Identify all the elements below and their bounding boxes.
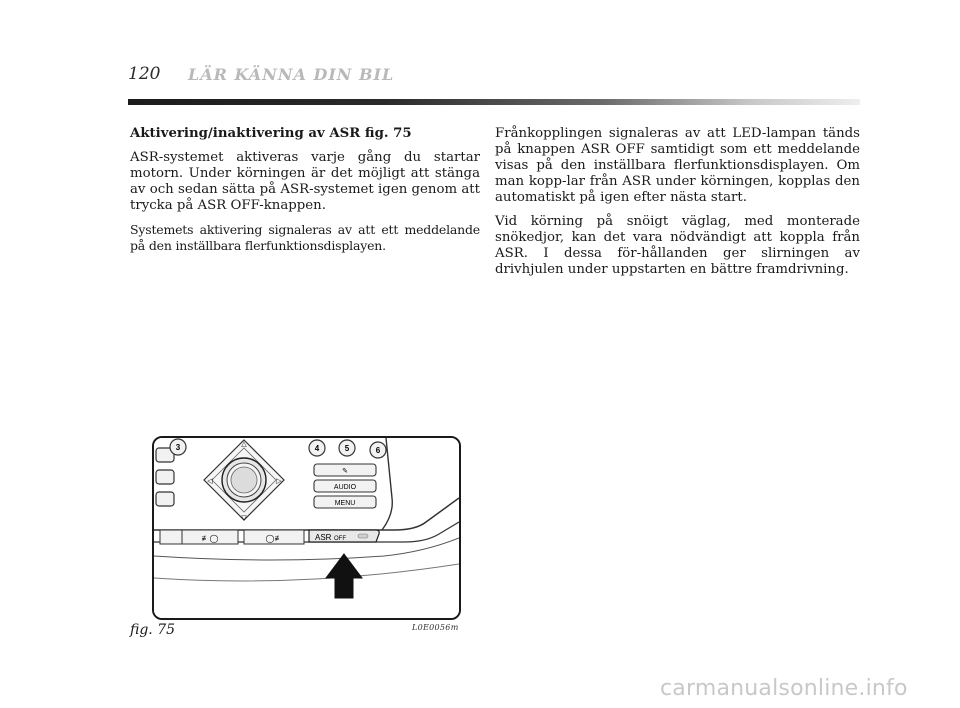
section-heading: Aktivering/inaktivering av ASR fig. 75: [130, 126, 412, 141]
figure-caption: fig. 75: [130, 622, 176, 638]
header-rule: [128, 99, 860, 105]
page-number: 120: [128, 64, 161, 84]
paragraph-activation: ASR-systemet aktiveras varje gång du startar motorn. Under körningen är det möjligt att stänga av och sedan sätta på ASR-systemet igen genom att trycka på ASR OFF-knappen.: [130, 150, 480, 213]
lower-button[interactable]: [160, 530, 182, 544]
side-button[interactable]: [156, 470, 174, 484]
side-button[interactable]: [156, 492, 174, 506]
left-column: [130, 126, 480, 262]
paragraph-snow: Vid körning på snöigt väglag, med monterade snökedjor, kan det vara nödvändigt att koppla från ASR. I dessa för-hållanden ger slirningen av drivhjulen under uppstarten en bättre framdrivning.: [495, 214, 860, 277]
down-arrow-icon: ▽: [241, 515, 247, 522]
voice-icon: ✎: [342, 468, 348, 475]
rear-fog-icon: ◯≢: [265, 534, 283, 543]
asr-off-label: OFF: [334, 536, 346, 542]
asr-led-indicator: [358, 534, 368, 538]
up-arrow-icon: △: [241, 441, 247, 448]
menu-label: MENU: [334, 500, 356, 507]
watermark: carmanualsonline.info: [660, 676, 908, 701]
preset-5-label: 5: [344, 444, 350, 453]
paragraph-signal: Systemets aktivering signaleras av att ett meddelande på den inställbara flerfunktionsdisplayen.: [130, 222, 480, 253]
right-arrow-icon: ▷: [276, 478, 282, 485]
dashboard-illustration: [154, 438, 459, 618]
asr-label: ASR: [315, 533, 332, 542]
figure-75: [152, 436, 461, 620]
preset-3-label: 3: [175, 443, 181, 452]
paragraph-disconnect: Frånkopplingen signaleras av att LED-lampan tänds på knappen ASR OFF samtidigt som ett meddelande visas på den inställbara flerfunktionsdisplayen. Om man kopp-lar från ASR under körningen, kopplas den automatiskt på igen efter nästa start.: [495, 126, 860, 205]
left-arrow-icon: ◁: [207, 478, 213, 485]
audio-label: AUDIO: [333, 484, 357, 491]
figure-code: L0E0056m: [412, 623, 459, 632]
fog-light-icon: ≢◯: [201, 534, 219, 543]
preset-4-label: 4: [314, 444, 320, 453]
page-header: [128, 64, 860, 94]
right-column: [495, 126, 860, 286]
preset-6-label: 6: [375, 446, 381, 455]
section-title: LÄR KÄNNA DIN BIL: [188, 65, 395, 84]
